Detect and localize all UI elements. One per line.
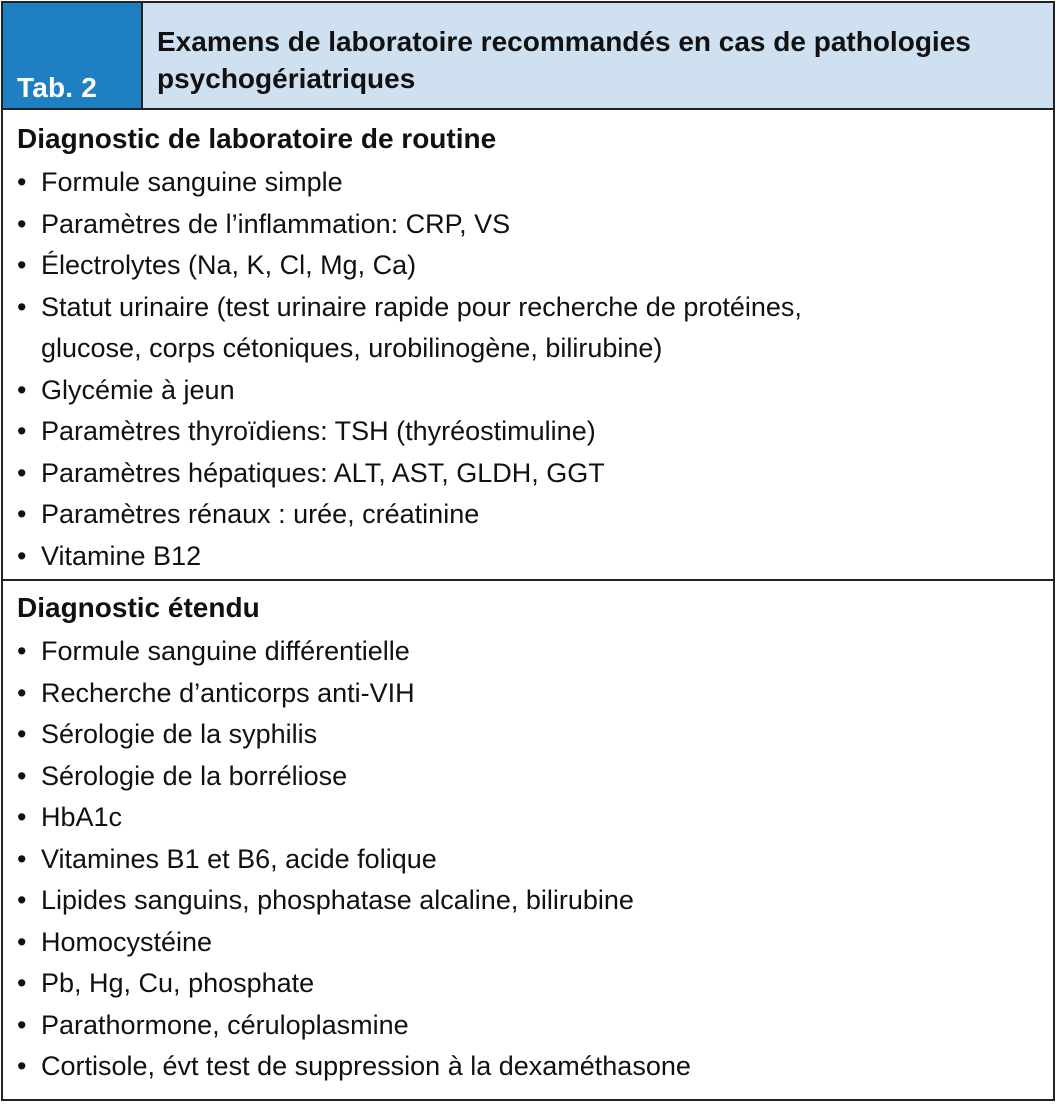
list-item (17, 370, 1041, 412)
bullet-icon: • (17, 802, 27, 832)
list-item (17, 963, 1041, 1005)
list-item-text: Sérologie de la borréliose (41, 760, 348, 791)
list-item (17, 287, 1041, 370)
table-number-cell (3, 3, 143, 108)
bullet-icon: • (17, 1051, 27, 1081)
list-item (17, 162, 1041, 204)
routine-diagnostics-section (3, 110, 1053, 581)
bullet-icon: • (17, 760, 27, 791)
list-item-text: Vitamine B12 (41, 540, 202, 571)
bullet-icon: • (17, 677, 27, 708)
list-item-text: Homocystéine (41, 926, 213, 957)
table-header (3, 3, 1053, 110)
list-item-text: Électrolytes (Na, K, Cl, Mg, Ca) (41, 250, 417, 280)
bullet-icon: • (17, 167, 27, 197)
extended-section-heading: Diagnostic étendu (17, 592, 260, 623)
bullet-icon: • (17, 457, 27, 488)
extended-item-list (17, 631, 1041, 1088)
list-item (17, 839, 1041, 881)
bullet-icon: • (17, 208, 27, 239)
list-item (17, 756, 1041, 798)
list-item (17, 1046, 1041, 1088)
list-item-text: Paramètres rénaux : urée, créatinine (41, 499, 480, 529)
list-item (17, 631, 1041, 673)
bullet-icon: • (17, 719, 27, 749)
bullet-icon: • (17, 1009, 27, 1040)
table-number-label: Tab. 2 (17, 72, 98, 103)
bullet-icon: • (17, 499, 27, 529)
list-item-text-continued: glucose, corps cétoniques, urobilinogène, bilirubine) (41, 333, 663, 363)
list-item (17, 245, 1041, 287)
bullet-icon: • (17, 843, 27, 874)
list-item (17, 494, 1041, 536)
routine-section-heading: Diagnostic de laboratoire de routine (17, 123, 497, 154)
bullet-icon: • (17, 291, 27, 322)
list-item (17, 411, 1041, 453)
table-title-line-2: psychogériatriques (157, 63, 416, 94)
list-item (17, 714, 1041, 756)
list-item-text: Paramètres hépatiques: ALT, AST, GLDH, GGT (41, 457, 605, 488)
list-item-text: Recherche d’anticorps anti-VIH (41, 677, 415, 708)
list-item-text: Pb, Hg, Cu, phosphate (41, 968, 315, 998)
list-item (17, 453, 1041, 495)
bullet-icon: • (17, 968, 27, 998)
list-item-text: Lipides sanguins, phosphatase alcaline, bilirubine (41, 885, 634, 915)
bullet-icon: • (17, 926, 27, 957)
list-item (17, 673, 1041, 715)
list-item (17, 204, 1041, 246)
table-title-line-1: Examens de laboratoire recommandés en cas de pathologies (157, 26, 971, 57)
lab-exams-table (1, 1, 1055, 1101)
list-item (17, 1005, 1041, 1047)
extended-diagnostics-section (3, 581, 1053, 1088)
list-item-text: Paramètres thyroïdiens: TSH (thyréostimuline) (41, 416, 596, 446)
list-item (17, 922, 1041, 964)
list-item-text: Glycémie à jeun (41, 374, 235, 405)
bullet-icon: • (17, 416, 27, 446)
list-item-text: HbA1c (41, 802, 123, 832)
list-item (17, 880, 1041, 922)
bullet-icon: • (17, 885, 27, 915)
list-item (17, 797, 1041, 839)
list-item-text: Paramètres de l’inflammation: CRP, VS (41, 208, 511, 239)
bullet-icon: • (17, 540, 27, 571)
list-item-text: Statut urinaire (test urinaire rapide pour recherche de protéines, (41, 291, 802, 322)
bullet-icon: • (17, 250, 27, 280)
list-item-text: Cortisole, évt test de suppression à la dexaméthasone (41, 1051, 691, 1081)
table-title-cell (143, 3, 1053, 108)
bullet-icon: • (17, 636, 27, 666)
list-item-text: Parathormone, céruloplasmine (41, 1009, 409, 1040)
list-item-text: Formule sanguine différentielle (41, 636, 410, 666)
list-item (17, 536, 1041, 578)
list-item-text: Vitamines B1 et B6, acide folique (41, 843, 437, 874)
routine-item-list (17, 162, 1041, 577)
list-item-text: Sérologie de la syphilis (41, 719, 318, 749)
list-item-text: Formule sanguine simple (41, 167, 343, 197)
bullet-icon: • (17, 374, 27, 405)
